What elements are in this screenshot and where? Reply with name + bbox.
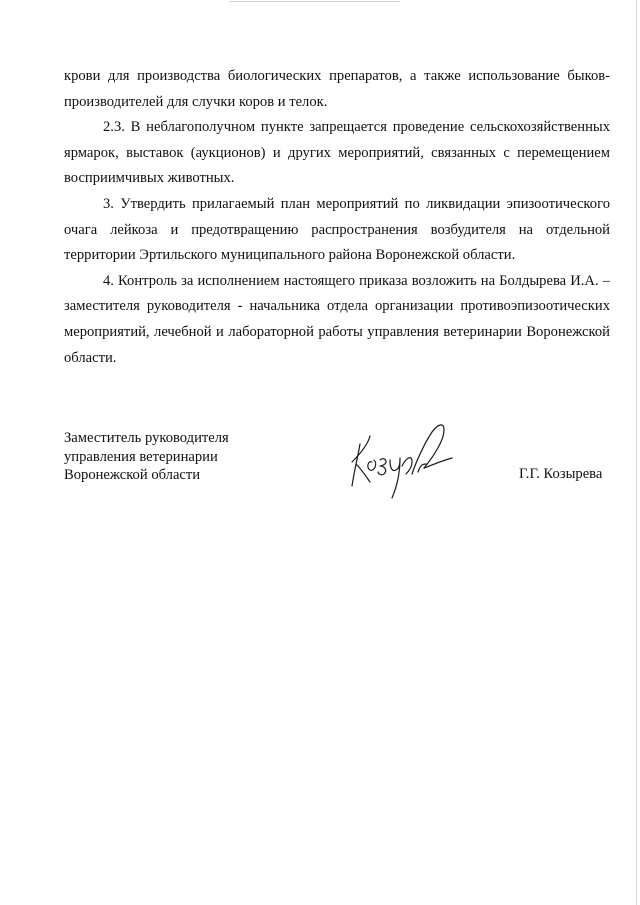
paragraph-2-3: 2.3. В неблагополучном пункте запрещается проведение сельскохозяйственных ярмарок, выставок (аукционов) и других мероприятий, связанных с перемещением восприимчивых животных. — [64, 119, 610, 187]
document-body — [64, 64, 610, 371]
signatory-position-line: Воронежской области — [64, 467, 201, 483]
paragraph-3: 3. Утвердить прилагаемый план мероприятий по ликвидации эпизоотического очага лейкоза и предотвращению распространения возбудителя на отдельной территории Эртильского муниципального района Воронежской области. — [64, 195, 610, 264]
signatory-position — [64, 429, 229, 485]
handwritten-signature — [346, 414, 458, 508]
scan-edge-top — [230, 1, 400, 2]
scan-edge-right — [636, 0, 637, 905]
signatory-name: Г.Г. Козырева — [519, 466, 603, 482]
paragraph-continuation: крови для производства биологических препаратов, а также использование быков-производителей для случки коров и телок. — [64, 68, 610, 110]
paragraph-4: 4. Контроль за исполнением настоящего приказа возложить на Болдырева И.А. – заместителя руководителя - начальника отдела организации противоэпизоотических мероприятий, лечебной и лабораторной работы управления ветеринарии Воронежской области. — [64, 272, 610, 366]
signatory-position-line: управления ветеринарии — [64, 448, 218, 465]
signatory-position-line: Заместитель руководителя — [64, 430, 229, 446]
